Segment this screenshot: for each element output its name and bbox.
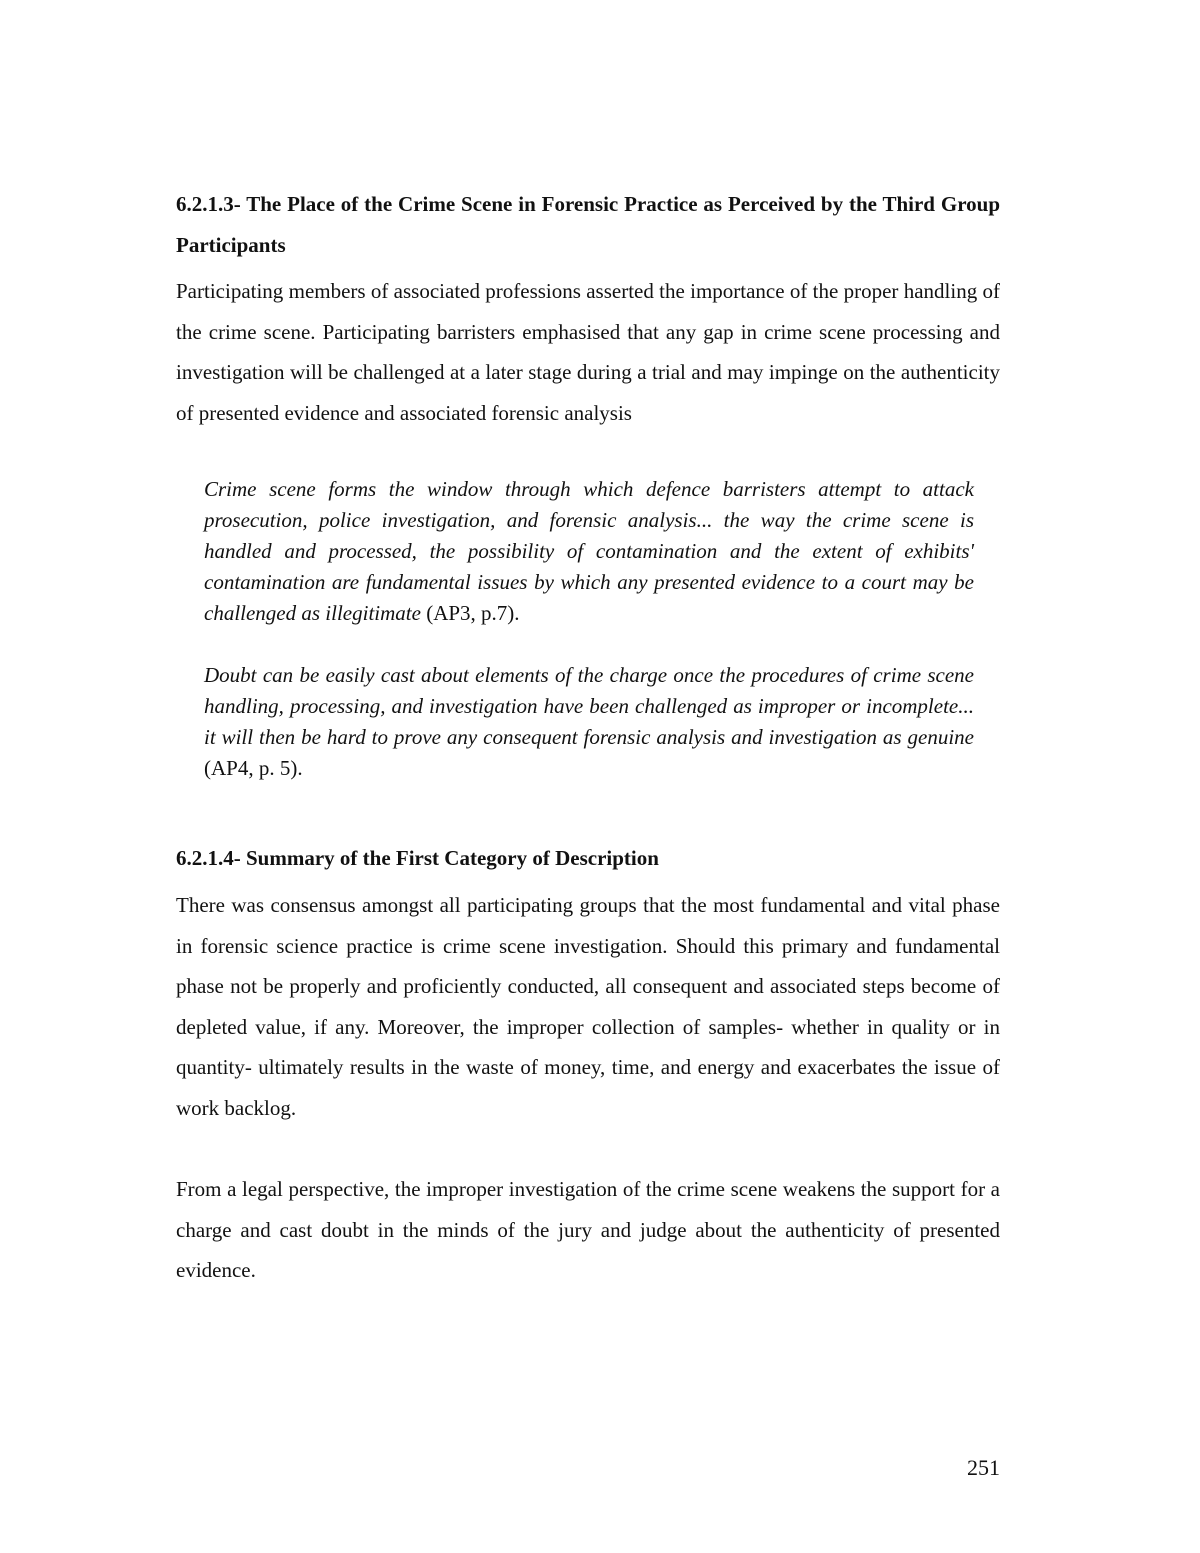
quote-text: Crime scene forms the window through which defence barristers attempt to attack prosecution, police investigation, and forensic analysis... the way the crime scene is handled and processed, the possibility of contamination and the extent of exhibits' contamination are fundamental issues by which any presented evidence to a court may be challenged as illegitimate: [204, 477, 974, 625]
page-number: 251: [967, 1455, 1000, 1480]
quote-citation: (AP3, p.7).: [420, 601, 520, 625]
section-heading-6-2-1-3: 6.2.1.3- The Place of the Crime Scene in Forensic Practice as Perceived by the Third Group Participants: [176, 192, 1000, 257]
block-quote-ap3: [204, 474, 974, 629]
quote-text: Doubt can be easily cast about elements of the charge once the procedures of crime scene handling, processing, and investigation have been challenged as improper or incomplete... it will then be hard to prove any consequent forensic analysis and investigation as genuine: [204, 663, 974, 749]
block-quote-ap4: [204, 660, 974, 784]
summary-paragraph-1: There was consensus amongst all participating groups that the most fundamental and vital phase in forensic science practice is crime scene investigation. Should this primary and fundamental phase not be properly and proficiently conducted, all consequent and associated steps become of depleted value, if any. Moreover, the improper collection of samples- whether in quality or in quantity- ultimately results in the waste of money, time, and energy and exacerbates the issue of work backlog.: [176, 893, 1000, 1120]
summary-paragraph-2: From a legal perspective, the improper investigation of the crime scene weakens the support for a charge and cast doubt in the minds of the jury and judge about the authenticity of presented evidence.: [176, 1177, 1000, 1282]
quote-citation: (AP4, p. 5).: [204, 756, 303, 780]
section-paragraph-third-group: Participating members of associated professions asserted the importance of the proper handling of the crime scene. Participating barristers emphasised that any gap in crime scene processing and investigation will be challenged at a later stage during a trial and may impinge on the authenticity of presented evidence and associated forensic analysis: [176, 279, 1000, 425]
section-heading-6-2-1-4: 6.2.1.4- Summary of the First Category of Description: [176, 846, 659, 870]
